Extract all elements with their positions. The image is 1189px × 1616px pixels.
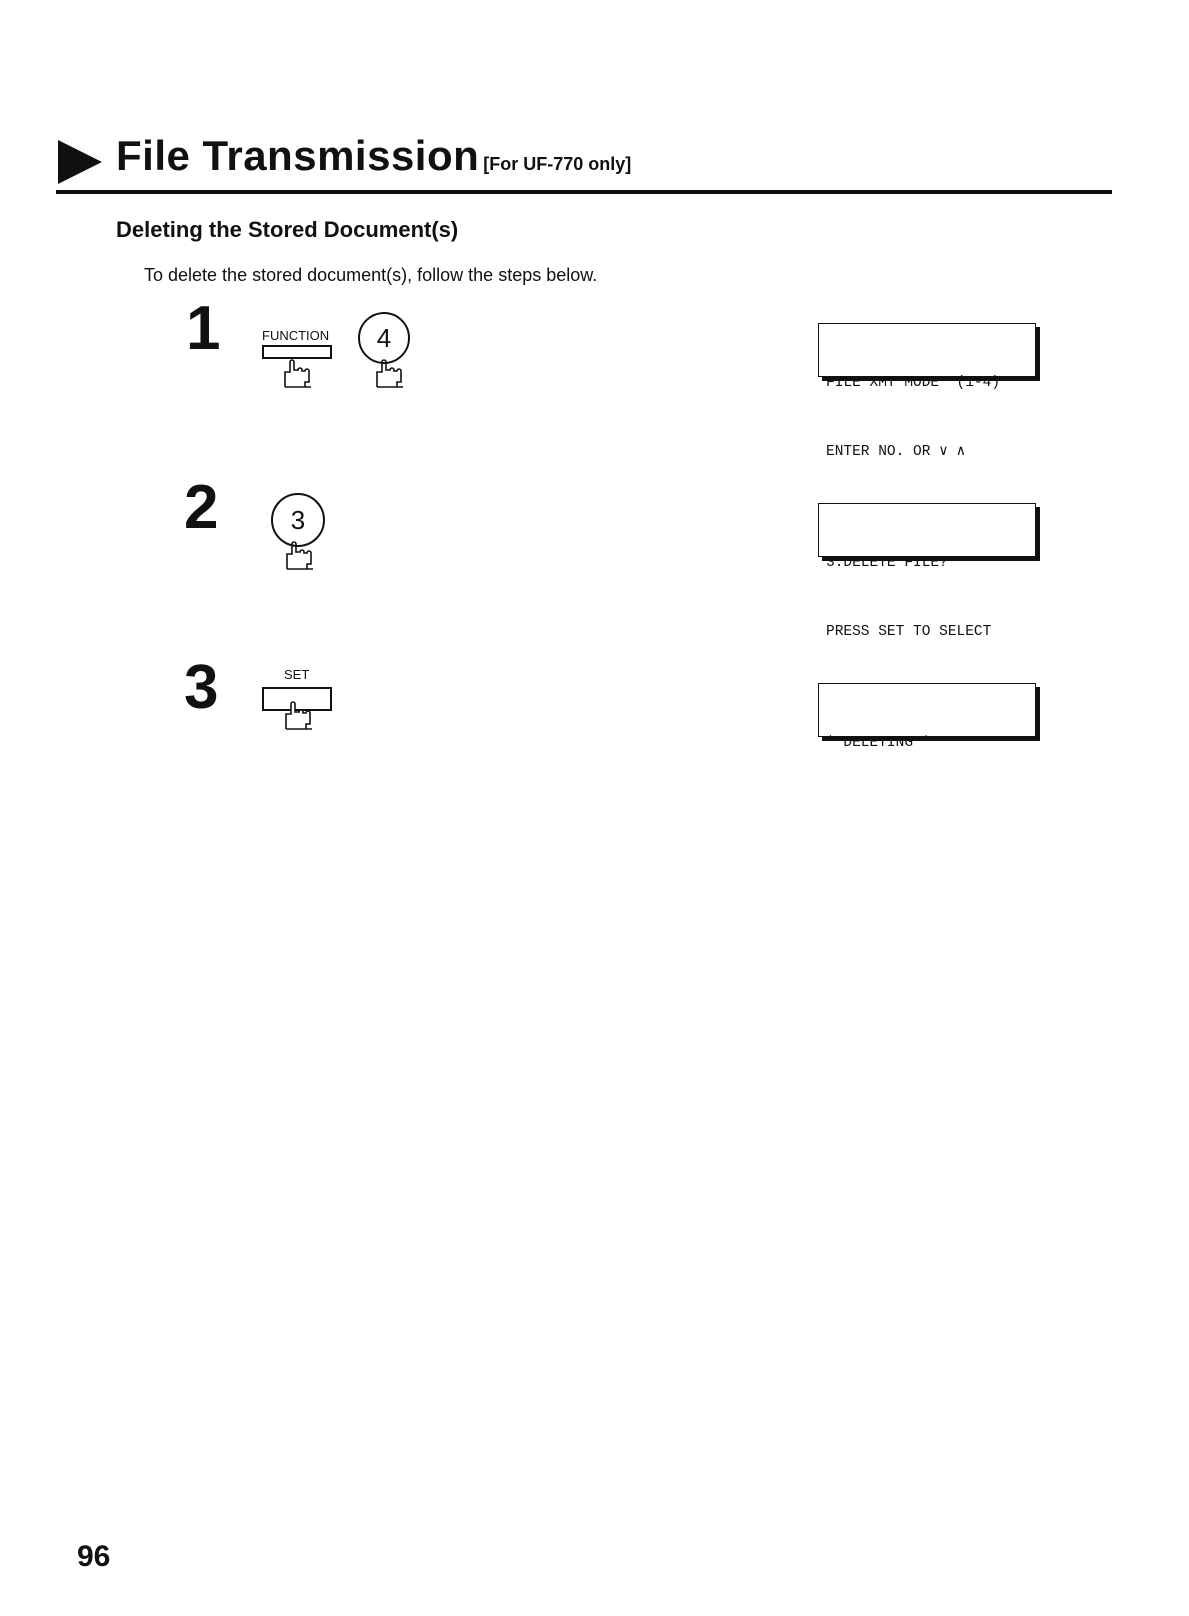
pointing-hand-icon [282,700,312,730]
step-number-3: 3 [184,653,219,722]
pointing-hand-icon [283,540,313,570]
section-title: Deleting the Stored Document(s) [116,217,459,242]
lcd-line-2: ENTER NO. OR ∨ ∧ [826,444,966,460]
lcd-display-step-1 [818,323,1036,460]
title-text: File Transmission [116,132,480,179]
lcd-line-2: PRESS SET TO SELECT [826,624,992,640]
pointing-hand-icon [281,358,311,388]
lcd-display-step-2 [818,503,1036,640]
page-header [56,130,1112,198]
step-number-1: 1 [186,294,221,363]
lcd-line-1: * DELETING * [826,735,931,751]
header-rule [56,190,1112,194]
arrow-icon [58,140,102,184]
intro-text: To delete the stored document(s), follow the steps below. [144,265,598,285]
function-key-label: FUNCTION [262,328,330,343]
lcd-line-1: FILE XMT MODE (1-4) [826,375,1001,391]
lcd-display-step-3 [818,683,1036,751]
set-key-label: SET [284,667,310,682]
title-subtitle: [For UF-770 only] [483,154,632,174]
numeric-key-3: 3 [271,493,325,547]
page-number: 96 [77,1540,111,1573]
numeric-key-4: 4 [358,312,410,364]
pointing-hand-icon [373,358,403,388]
lcd-line-2 [826,801,1035,824]
lcd-line-1: 3:DELETE FILE? [826,555,948,571]
page-title [116,132,631,180]
step-number-2: 2 [184,473,219,542]
function-key [262,345,332,359]
